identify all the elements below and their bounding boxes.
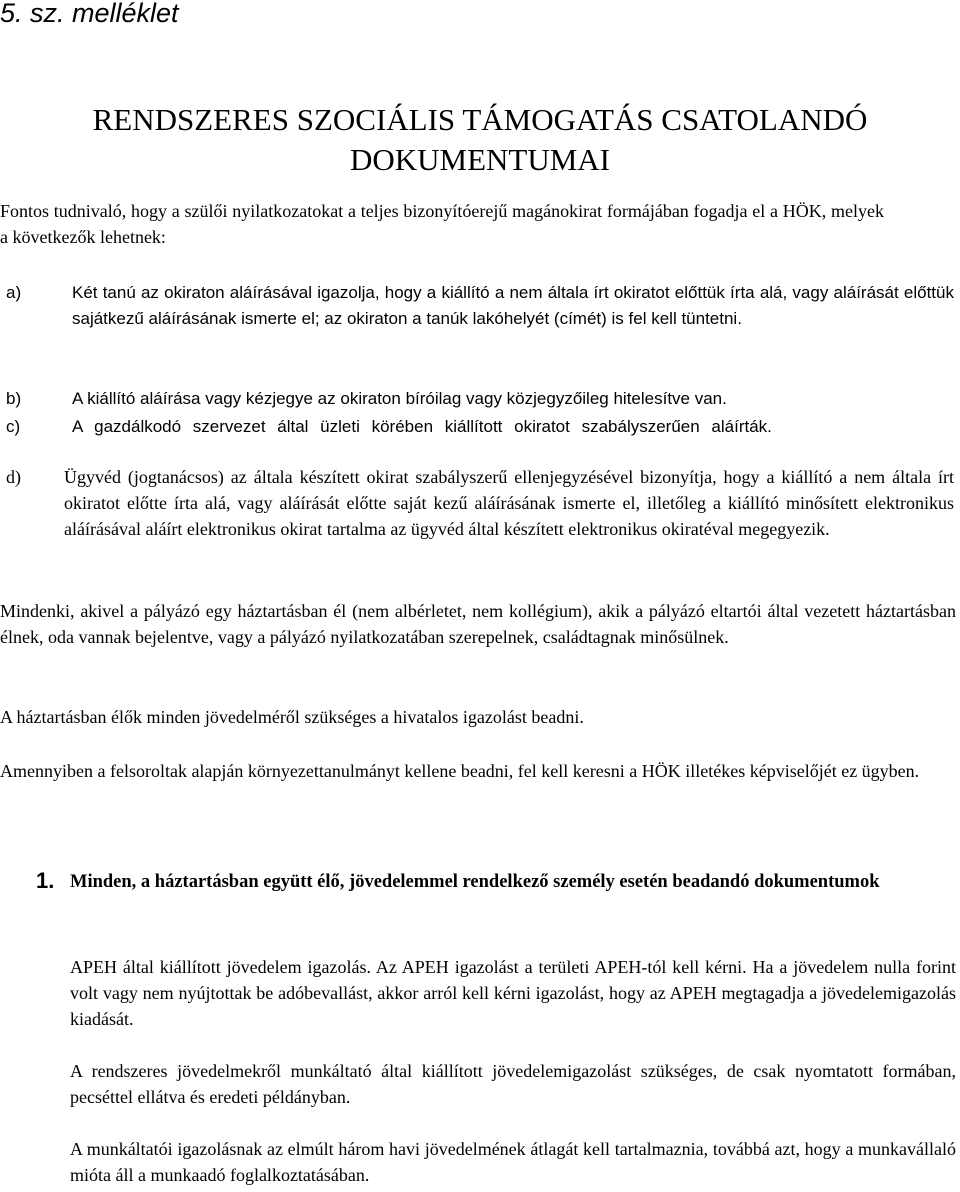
list-item-text: Ügyvéd (jogtanácsos) az általa készített okirat szabályszerű ellenjegyzésével bizonyítja, hogy a kiállító a nem általa írt okiratot előtte írta alá, vagy aláírását előtte saját kezű aláírásának ismerte el, illetőleg a kiállító minősített elektronikus aláírásával aláírt elektronikus okirat tartalma az ügyvéd által készített elektronikus okiratéval megegyezik.: [64, 467, 954, 539]
list-item-d: [6, 464, 954, 542]
list-item-text: A kiállító aláírása vagy kézjegye az okiraton bíróilag vagy közjegyzőileg hitelesítve van.: [72, 389, 727, 408]
list-item-c: [6, 414, 954, 440]
list-item-b: [6, 386, 954, 412]
list-item-label: d): [6, 467, 21, 487]
list-item-label: c): [6, 417, 21, 436]
survey-paragraph: Amennyiben a felsoroltak alapján környezettanulmányt kellene beadni, fel kell keresni a HÖK illetékes képviselőjét ez ügyben.: [0, 761, 920, 781]
list-item-label: a): [6, 283, 22, 302]
intro-paragraph: Fontos tudnivaló, hogy a szülői nyilatkozatokat a teljes bizonyítóerejű magánokirat formájában fogadja el a HÖK, melyek a következők lehetnek:: [0, 201, 884, 247]
section-paragraph-apeh: APEH által kiállított jövedelem igazolás. Az APEH igazolást a területi APEH-tól kell kérni. Ha a jövedelem nulla forint volt vagy nem nyújtottak be adóbevallást, akkor arról kell kérni igazolást, hogy az APEH megtagadja a jövedelemigazolás kiadását.: [70, 957, 956, 1029]
income-paragraph: A háztartásban élők minden jövedelméről szükséges a hivatalos igazolást beadni.: [0, 707, 584, 727]
list-item-text: A gazdálkodó szervezet által üzleti körében kiállított okiratot szabályszerűen aláírták.: [72, 417, 772, 436]
section-paragraph-average: A munkáltatói igazolásnak az elmúlt három havi jövedelmének átlagát kell tartalmaznia, továbbá azt, hogy a munkavállaló mióta áll a munkaadó foglalkoztatásában.: [70, 1139, 956, 1185]
section-number: 1.: [36, 868, 55, 893]
list-item-text: Két tanú az okiraton aláírásával igazolja, hogy a kiállító a nem általa írt okiratot előttük írta alá, vagy aláírását előttük sajátkezű aláírásának ismerte el; az okiraton a tanúk lakóhelyét (címét) is fel kell tüntetni.: [72, 283, 954, 328]
page-title-line-1: RENDSZERES SZOCIÁLIS TÁMOGATÁS CSATOLANDÓ: [92, 102, 868, 137]
list-item-label: b): [6, 389, 22, 408]
section-title: Minden, a háztartásban együtt élő, jövedelemmel rendelkező személy esetén beadandó dokumentumok: [70, 872, 880, 892]
household-paragraph: Mindenki, akivel a pályázó egy háztartásban él (nem albérletet, nem kollégium), akik a pályázó eltartói által vezetett háztartásban élnek, oda vannak bejelentve, vagy a pályázó nyilatkozatában szerepelnek, családtagnak minősülnek.: [0, 601, 956, 647]
annex-label: 5. sz. melléklet: [0, 0, 179, 28]
list-item-a: [6, 280, 954, 332]
page-title: [0, 100, 960, 180]
section-paragraph-employer: A rendszeres jövedelmekről munkáltató által kiállított jövedelemigazolást szükséges, de csak nyomtatott formában, pecséttel ellátva és eredeti példányban.: [70, 1061, 956, 1107]
page-title-line-2: DOKUMENTUMAI: [349, 142, 611, 177]
